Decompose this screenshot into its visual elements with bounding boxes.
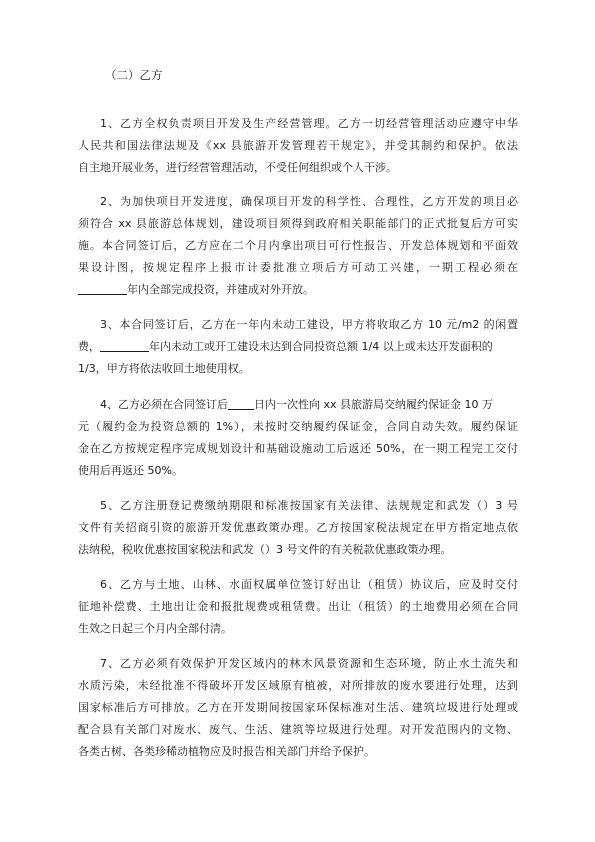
paragraph-3 [78,314,518,380]
paragraph-line: 2、为加快项目开发进度，确保项目开发的科学性、合理性，乙方开发的项目必 [100,195,518,208]
paragraph-line-text: 年内全部完成投资，并建成对外开放。 [127,283,314,296]
paragraph-6 [78,574,518,640]
paragraph-line: 5、乙方注册登记费缴纳期限和标准按国家有关法律、法规规定和武发（）3 号 [100,499,518,512]
paragraph-line: 3、本合同签订后，乙方在一年内未动工建设，甲方将收取乙方 10 元/m2 的闲置 [100,318,518,331]
paragraph-line: 征地补偿费、土地出让金和报批规费或租赁费。出让（租赁）的土地费用必须在合同 [78,600,518,613]
paragraph-line: 1、乙方全权负责项目开发及生产经营管理。乙方一切经营管理活动应遵守中华 [100,117,518,130]
paragraph-line [78,279,518,301]
paragraph-line: 配合县有关部门对废水、废气、生活、建筑等垃圾进行处理。对开发范围内的文物、 [78,723,518,736]
fill-in-blank [78,281,127,295]
paragraph-4 [78,394,518,482]
paragraph-line: 生效之日起三个月内全部付清。 [78,622,232,635]
paragraph-line-text: 年内未动工或开工建设未达到合同投资总额 1/4 以上或未达开发面积的 [149,340,493,353]
paragraph-line: 果设计图，按规定程序上报市计委批准立项后方可动工兴建，一期工程必须在 [78,261,518,274]
paragraph-line: 法纳税，税收优惠按国家税法和武发（）3 号文件的有关税款优惠政策办理。 [78,543,452,556]
fill-in-blank [228,396,254,410]
paragraph-line-text: 日内一次性向 xx 县旅游局交纳履约保证金 10 万 [254,398,494,411]
paragraph-line: 元（履约金为投资总额的 1%），未按时交纳履约保证金，合同自动失效。履约保证 [78,420,518,433]
paragraph-line: 6、乙方与土地、山林、水面权属单位签订好出让（租赁）协议后，应及时交付 [100,578,518,591]
paragraph-line: 金在乙方按规定程序完成规划设计和基础设施动工后返还 50%，在一期工程完工交付 [78,442,518,455]
paragraph-7 [78,653,518,763]
paragraph-line: 7、乙方必须有效保护开发区域内的林木风景资源和生态环境，防止水土流失和 [100,657,518,670]
paragraph-1 [78,113,518,179]
paragraph-5 [78,495,518,561]
fill-in-blank [100,338,149,352]
paragraph-line: 施。本合同签订后，乙方应在二个月内拿出项目可行性报告、开发总体规划和平面效 [78,239,518,252]
paragraph-line: 使用后再返还 50%。 [78,464,183,477]
section-heading: （二）乙方 [105,68,163,82]
paragraph-line [78,336,518,358]
paragraph-line: 文件有关招商引资的旅游开发优惠政策办理。乙方按国家税法规定在甲方指定地点依 [78,521,518,534]
paragraph-line: 国家标准后方可排放。乙方在开发期间按国家环保标准对生活、建筑垃圾进行处理或 [78,701,518,714]
paragraph-line: 各类古树、各类珍稀动植物应及时报告相关部门并给予保护。 [78,745,375,758]
paragraph-line [78,394,518,416]
paragraph-line: 水质污染，未经批准不得破坏开发区域原有植被，对所排放的废水要进行处理，达到 [78,679,518,692]
paragraph-2 [78,191,518,301]
paragraph-line-text: 4、乙方必须在合同签订后 [100,398,228,411]
paragraph-line: 自主地开展业务，进行经营管理活动，不受任何组织或个人干涉。 [78,161,397,174]
paragraph-line-text: 费， [78,340,100,353]
paragraph-line: 1/3，甲方将依法收回土地使用权。 [78,362,250,375]
paragraph-line: 须符合 xx 县旅游总体规划，建设项目须得到政府相关职能部门的正式批复后方可实 [78,217,518,230]
paragraph-line: 人民共和国法律法规及《xx 县旅游开发管理若干规定》，并受其制约和保护。依法 [78,139,518,152]
